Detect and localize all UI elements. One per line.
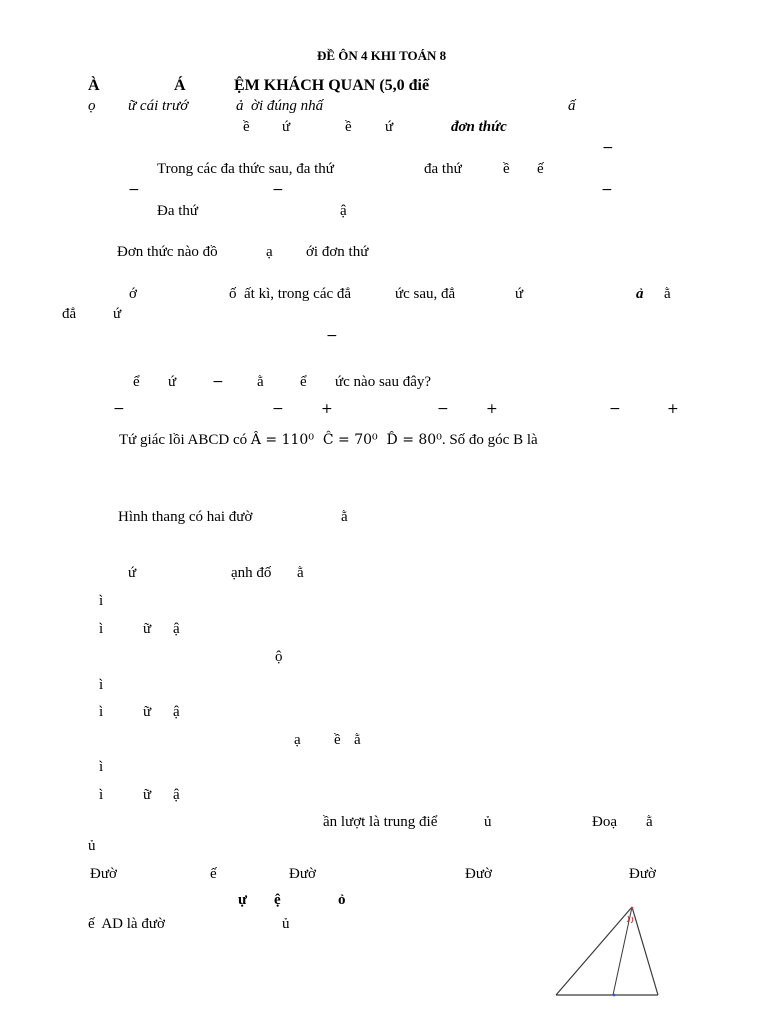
question-2-text: Đơn thức nào đồ: [117, 244, 218, 260]
question-3-fragment: ức sau, đẳ: [395, 286, 456, 302]
subtitle-fragment: ứ: [385, 119, 394, 135]
question-2-fragment: ới đơn thứ: [306, 244, 369, 260]
question-8-fragment: ế: [210, 866, 217, 882]
question-7-fragment: ằ: [354, 732, 361, 748]
question-7-fragment: ì: [99, 787, 104, 803]
question-8-option: Đườ: [289, 866, 316, 882]
question-6-fragment: ằ: [341, 509, 348, 525]
instruction-fragment: ữ cái trướ: [128, 98, 189, 114]
heading-fragment: ự: [238, 892, 248, 908]
question-3-fragment: ớ: [129, 286, 137, 302]
question-7-fragment: ì: [99, 677, 104, 693]
question-1-option: Đa thứ: [157, 203, 199, 219]
heading-fragment: ệ: [274, 892, 281, 908]
instruction-fragment: ọ: [88, 98, 96, 114]
question-4-fragment: ể: [300, 374, 307, 390]
math-minus: −: [609, 401, 621, 417]
math-minus: −: [437, 401, 449, 417]
question-8-option: Đườ: [90, 866, 117, 882]
question-9-text: ế AD là đườ: [88, 916, 165, 932]
subtitle-bold: đơn thức: [451, 119, 507, 135]
subtitle-fragment: ứ: [282, 119, 291, 135]
question-8-fragment: ằ: [646, 814, 653, 830]
question-5-text: [119, 431, 538, 449]
question-7-fragment: ậ: [173, 621, 180, 637]
question-7-fragment: ộ: [275, 649, 283, 665]
question-5-prefix: Tứ giác lồi ABCD có: [119, 432, 248, 448]
vertex-a-marker: [631, 907, 633, 909]
math-plus: +: [667, 401, 679, 417]
triangle-side-ab: [556, 907, 632, 995]
question-1-fragment: ế: [537, 161, 544, 177]
question-4-fragment: ể: [133, 374, 140, 390]
question-3-text: ố ất kì, trong các đẳ: [229, 286, 352, 302]
question-6-text: Hình thang có hai đườ: [118, 509, 253, 525]
question-1-text: Trong các đa thức sau, đa thứ: [157, 161, 334, 177]
instruction-fragment: ấ: [568, 98, 576, 114]
question-8-option: Đườ: [465, 866, 492, 882]
question-8-text: ần lượt là trung điể: [323, 814, 438, 830]
question-1-fragment: ề: [503, 161, 510, 177]
question-1-fragment: đa thứ: [424, 161, 462, 177]
question-8-fragment: ủ: [88, 838, 96, 854]
question-7-fragment: ì: [99, 621, 104, 637]
question-7-fragment: ì: [99, 593, 104, 609]
question-8-fragment: Đoạ: [592, 814, 617, 830]
angle-mark: [631, 917, 633, 923]
question-8-option: Đườ: [629, 866, 656, 882]
triangle-side-ac: [632, 907, 658, 995]
math-plus: +: [321, 401, 333, 417]
math-minus: −: [212, 374, 224, 390]
question-7-fragment: ạ: [294, 732, 301, 748]
question-4-text: ức nào sau đây?: [335, 374, 432, 390]
question-7-fragment: ằ: [297, 565, 304, 581]
question-3-fragment: ứ: [113, 306, 122, 322]
heading-fragment: ỏ: [338, 892, 346, 908]
question-7-fragment: ì: [99, 759, 104, 775]
question-3-fragment: ả: [636, 286, 644, 302]
math-minus: −: [272, 401, 284, 417]
triangle-figure: [550, 902, 666, 1002]
angle-mark: [627, 916, 629, 922]
question-5-math: Â = 110⁰ Ĉ = 70⁰ D̂ = 80⁰: [250, 432, 442, 448]
subtitle-fragment: ề: [243, 119, 250, 135]
math-minus: −: [113, 401, 125, 417]
question-1-option-fragment: ậ: [340, 203, 347, 219]
question-9-fragment: ủ: [282, 916, 290, 932]
math-minus: −: [128, 182, 140, 198]
point-d-marker: [613, 994, 616, 997]
question-7-fragment: ề: [334, 732, 341, 748]
question-7-fragment: ậ: [173, 704, 180, 720]
triangle-segment-ad: [613, 907, 632, 995]
section-fragment-a1: À: [88, 77, 100, 94]
math-minus: −: [601, 182, 613, 198]
math-minus: −: [272, 182, 284, 198]
question-2-fragment: ạ: [266, 244, 273, 260]
question-7-fragment: ì: [99, 704, 104, 720]
question-5-suffix: . Số đo góc B là: [441, 432, 538, 448]
math-minus: −: [602, 140, 614, 156]
question-4-fragment: ằ: [257, 374, 264, 390]
document-title: ĐỀ ÔN 4 KHI TOÁN 8: [317, 48, 447, 63]
question-3-fragment: ằ: [664, 286, 671, 302]
math-minus: −: [326, 328, 338, 344]
section-fragment-a2: Á: [174, 77, 186, 94]
math-plus: +: [486, 401, 498, 417]
question-7-fragment: ữ: [143, 787, 152, 803]
question-3-fragment: đẳ: [62, 306, 77, 322]
instruction-fragment: ả ời đúng nhấ: [236, 98, 324, 114]
section-heading: ỆM KHÁCH QUAN (5,0 điể: [234, 77, 430, 94]
question-7-text: ạnh đố: [231, 565, 272, 581]
subtitle-fragment: ề: [345, 119, 352, 135]
question-8-fragment: ủ: [484, 814, 492, 830]
question-7-fragment: ữ: [143, 621, 152, 637]
question-7-fragment: ữ: [143, 704, 152, 720]
question-7-fragment: ứ: [128, 565, 137, 581]
question-4-fragment: ứ: [168, 374, 177, 390]
question-3-fragment: ứ: [515, 286, 524, 302]
question-7-fragment: ậ: [173, 787, 180, 803]
